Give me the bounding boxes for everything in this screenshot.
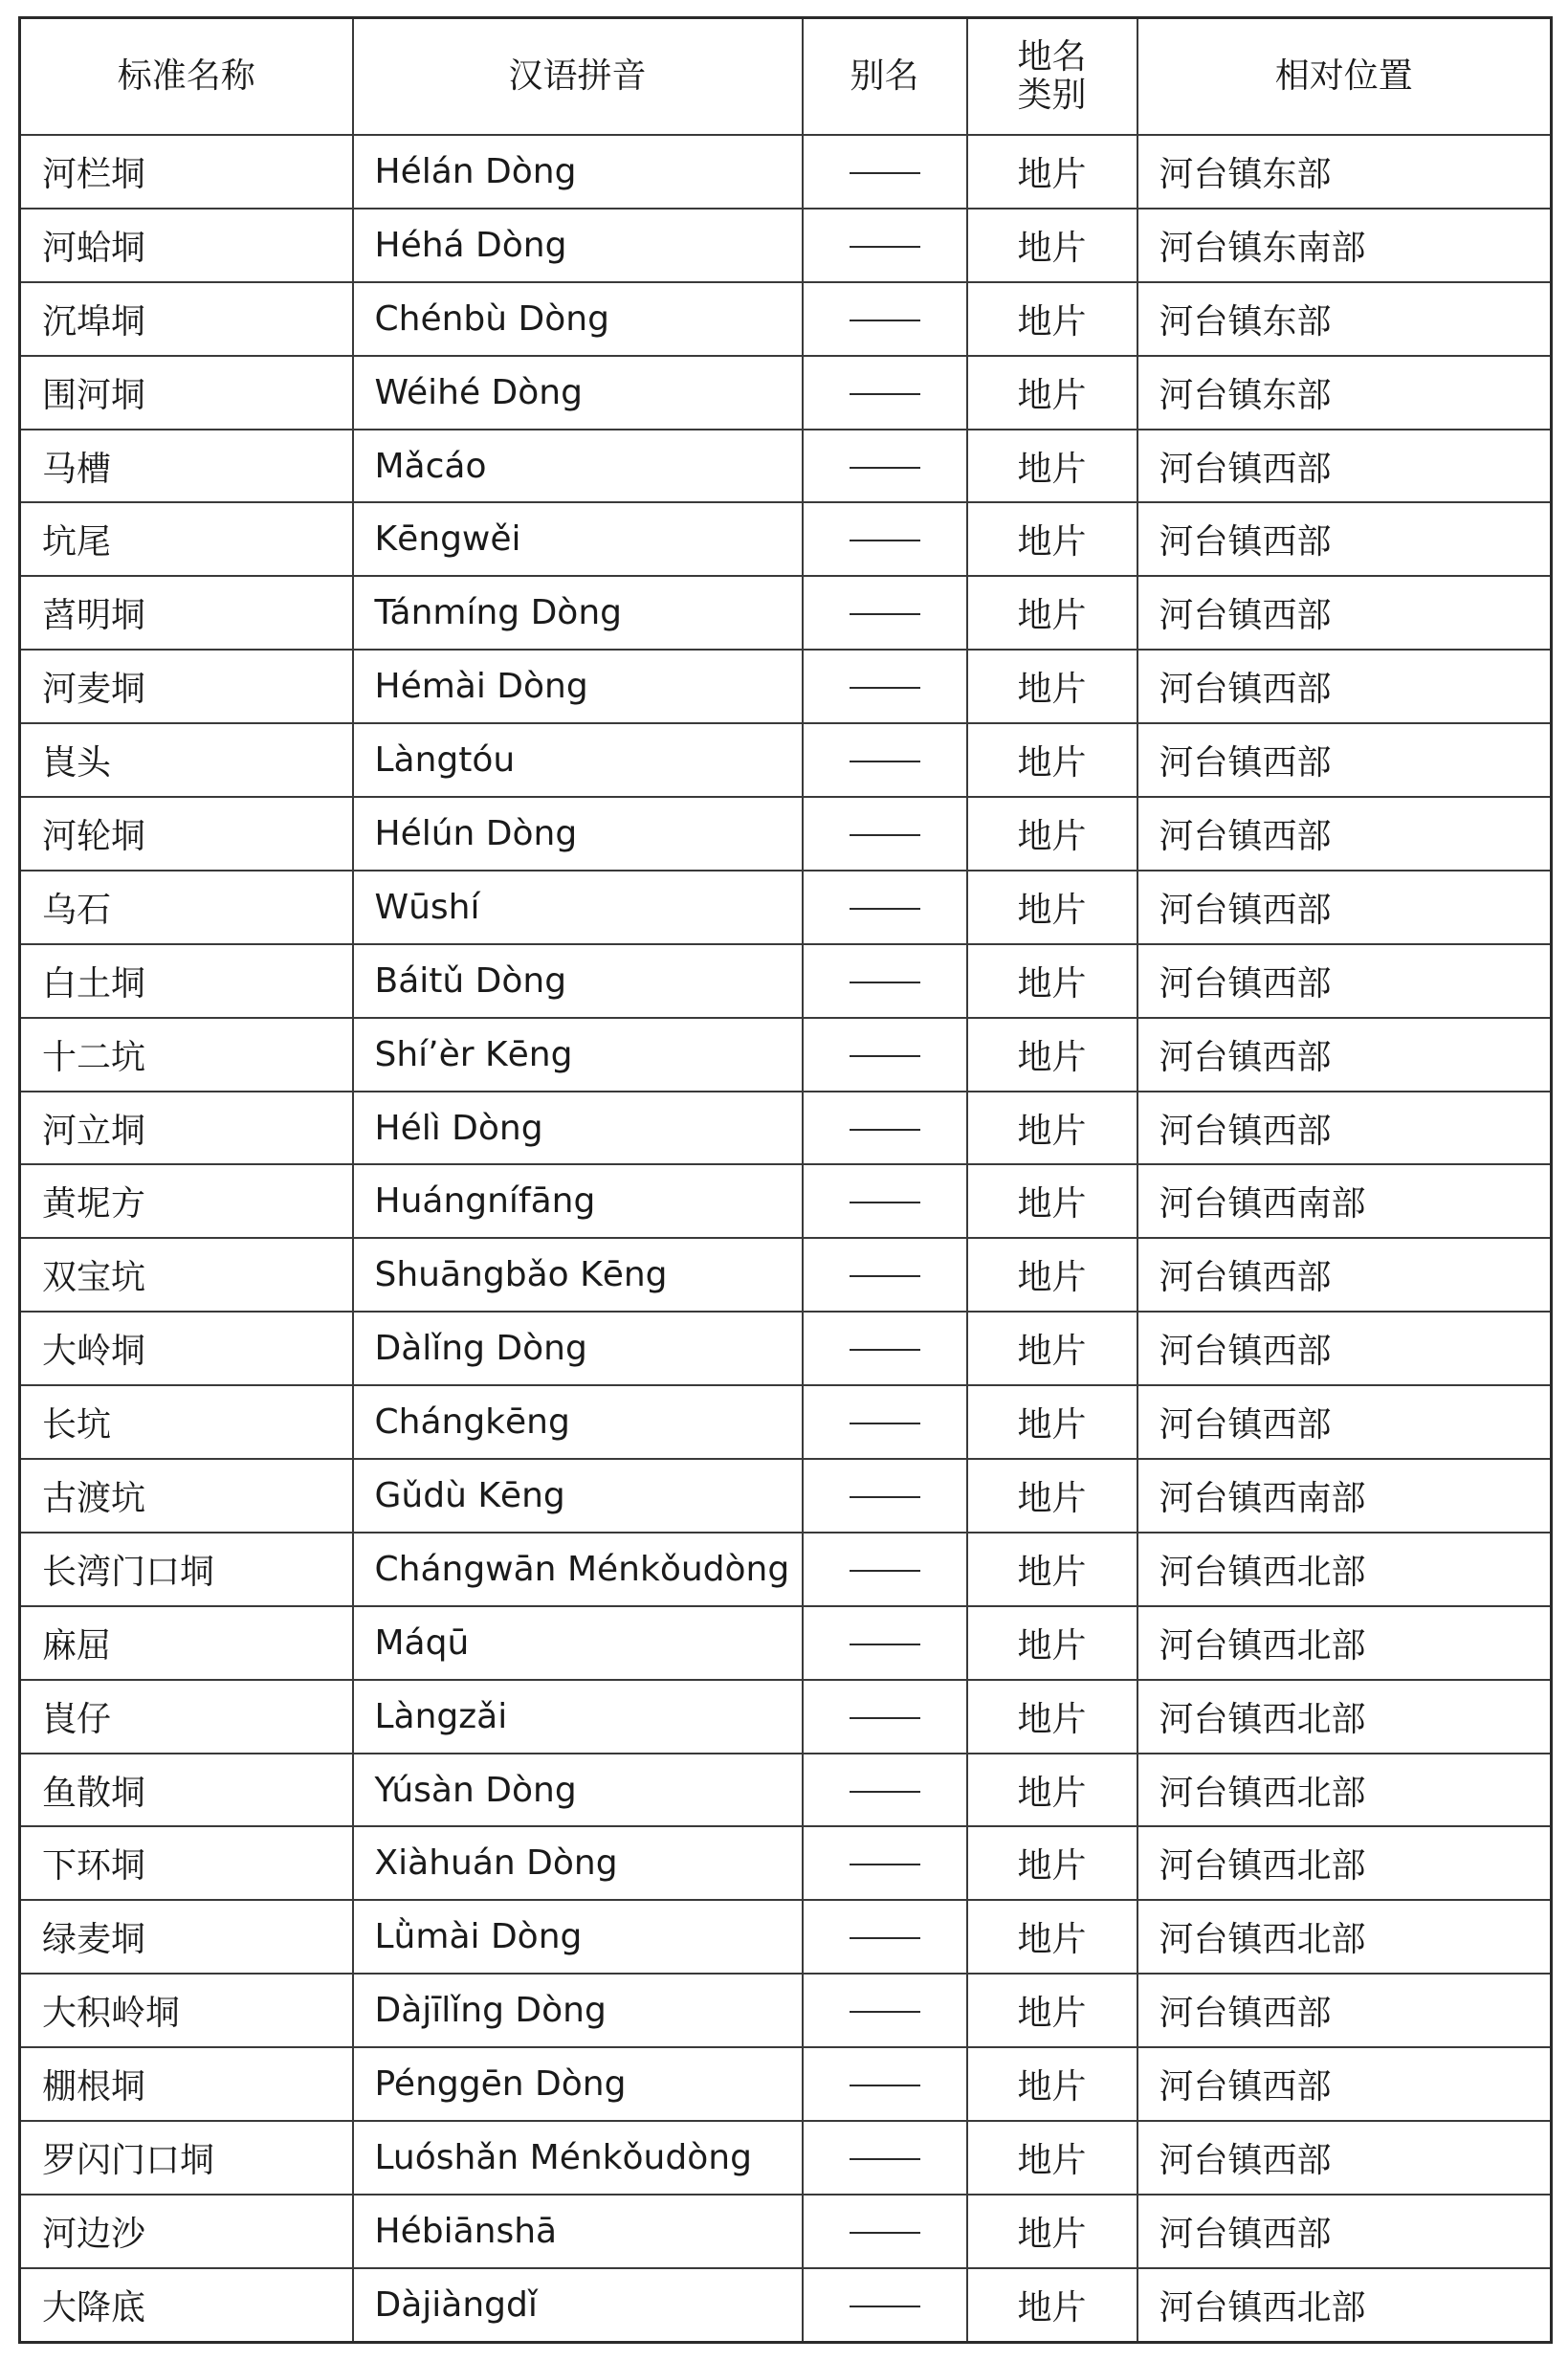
cell-place-type: 地片 [967, 430, 1137, 503]
cell-standard-name: 双宝坑 [20, 1238, 353, 1312]
cell-standard-name: 河轮垌 [20, 797, 353, 871]
alias-dash [850, 1496, 920, 1498]
cell-pinyin: Xiàhuán Dòng [353, 1826, 803, 1900]
alias-dash [850, 1791, 920, 1793]
table-row [20, 650, 1552, 723]
cell-alias [803, 944, 967, 1018]
cell-alias [803, 2121, 967, 2195]
cell-standard-name: 河麦垌 [20, 650, 353, 723]
alias-dash [850, 1423, 920, 1424]
cell-alias [803, 797, 967, 871]
cell-alias [803, 430, 967, 503]
cell-pinyin: Làngzǎi [353, 1680, 803, 1754]
cell-pinyin: Mǎcáo [353, 430, 803, 503]
alias-dash [850, 1644, 920, 1645]
cell-relative-location: 河台镇西部 [1137, 650, 1552, 723]
cell-relative-location: 河台镇东部 [1137, 135, 1552, 209]
cell-alias [803, 2195, 967, 2268]
table-row [20, 871, 1552, 944]
cell-standard-name: 围河垌 [20, 356, 353, 430]
cell-place-type: 地片 [967, 1754, 1137, 1827]
cell-relative-location: 河台镇东部 [1137, 282, 1552, 356]
cell-place-type: 地片 [967, 2195, 1137, 2268]
cell-alias [803, 356, 967, 430]
table-row [20, 502, 1552, 576]
alias-dash [850, 1275, 920, 1277]
cell-pinyin: Gǔdù Kēng [353, 1459, 803, 1533]
cell-standard-name: 河边沙 [20, 2195, 353, 2268]
cell-pinyin: Hélún Dòng [353, 797, 803, 871]
cell-standard-name: 崀仔 [20, 1680, 353, 1754]
cell-alias [803, 1385, 967, 1459]
cell-pinyin: Luóshǎn Ménkǒudòng [353, 2121, 803, 2195]
cell-relative-location: 河台镇西北部 [1137, 2268, 1552, 2343]
cell-relative-location: 河台镇西部 [1137, 430, 1552, 503]
cell-place-type: 地片 [967, 2268, 1137, 2343]
table-row [20, 356, 1552, 430]
cell-pinyin: Wūshí [353, 871, 803, 944]
cell-pinyin: Yúsàn Dòng [353, 1754, 803, 1827]
cell-place-type: 地片 [967, 1018, 1137, 1092]
cell-alias [803, 1018, 967, 1092]
cell-standard-name: 古渡坑 [20, 1459, 353, 1533]
cell-alias [803, 135, 967, 209]
alias-dash [850, 1717, 920, 1719]
table-row [20, 1680, 1552, 1754]
cell-relative-location: 河台镇西部 [1137, 2047, 1552, 2121]
cell-standard-name: 鱼散垌 [20, 1754, 353, 1827]
cell-place-type: 地片 [967, 1680, 1137, 1754]
cell-standard-name: 乌石 [20, 871, 353, 944]
alias-dash [850, 1202, 920, 1203]
cell-standard-name: 蓞明垌 [20, 576, 353, 650]
cell-standard-name: 大积岭垌 [20, 1974, 353, 2047]
table-row [20, 1238, 1552, 1312]
table-row [20, 1092, 1552, 1165]
cell-alias [803, 282, 967, 356]
cell-pinyin: Chénbù Dòng [353, 282, 803, 356]
cell-relative-location: 河台镇西部 [1137, 576, 1552, 650]
cell-place-type: 地片 [967, 356, 1137, 430]
alias-dash [850, 687, 920, 689]
cell-place-type: 地片 [967, 502, 1137, 576]
cell-pinyin: Hélán Dòng [353, 135, 803, 209]
cell-pinyin: Máqū [353, 1606, 803, 1680]
cell-relative-location: 河台镇西部 [1137, 797, 1552, 871]
cell-alias [803, 2268, 967, 2343]
alias-dash [850, 1349, 920, 1351]
alias-dash [850, 320, 920, 321]
cell-pinyin: Hélì Dòng [353, 1092, 803, 1165]
table-row [20, 1385, 1552, 1459]
table-row [20, 1018, 1552, 1092]
cell-pinyin: Huángnífāng [353, 1164, 803, 1238]
table-header-row [20, 18, 1552, 136]
cell-relative-location: 河台镇西南部 [1137, 1164, 1552, 1238]
alias-dash [850, 1055, 920, 1057]
cell-pinyin: Lǜmài Dòng [353, 1900, 803, 1974]
cell-place-type: 地片 [967, 1238, 1137, 1312]
alias-dash [850, 613, 920, 615]
cell-relative-location: 河台镇西北部 [1137, 1826, 1552, 1900]
header-pinyin: 汉语拼音 [353, 18, 803, 136]
cell-alias [803, 1312, 967, 1385]
table-row [20, 1754, 1552, 1827]
cell-pinyin: Hémài Dòng [353, 650, 803, 723]
cell-pinyin: Dàjiàngdǐ [353, 2268, 803, 2343]
table-row [20, 723, 1552, 797]
table-row [20, 2268, 1552, 2343]
cell-place-type: 地片 [967, 723, 1137, 797]
alias-dash [850, 540, 920, 541]
cell-place-type: 地片 [967, 1974, 1137, 2047]
alias-dash [850, 1937, 920, 1939]
cell-relative-location: 河台镇西北部 [1137, 1606, 1552, 1680]
header-place-type-line1: 地名 [1017, 37, 1087, 77]
table-row [20, 2047, 1552, 2121]
cell-relative-location: 河台镇西部 [1137, 502, 1552, 576]
cell-place-type: 地片 [967, 135, 1137, 209]
alias-dash [850, 982, 920, 983]
cell-relative-location: 河台镇西部 [1137, 1312, 1552, 1385]
cell-standard-name: 大岭垌 [20, 1312, 353, 1385]
cell-pinyin: Tánmíng Dòng [353, 576, 803, 650]
cell-place-type: 地片 [967, 797, 1137, 871]
cell-pinyin: Dàjīlǐng Dòng [353, 1974, 803, 2047]
cell-alias [803, 1680, 967, 1754]
table-row [20, 1606, 1552, 1680]
table-row [20, 1312, 1552, 1385]
table-row [20, 430, 1552, 503]
table-row [20, 2121, 1552, 2195]
cell-place-type: 地片 [967, 1385, 1137, 1459]
alias-dash [850, 172, 920, 174]
alias-dash [850, 1570, 920, 1572]
cell-relative-location: 河台镇西部 [1137, 723, 1552, 797]
cell-standard-name: 罗闪门口垌 [20, 2121, 353, 2195]
cell-alias [803, 1900, 967, 1974]
cell-relative-location: 河台镇西部 [1137, 1385, 1552, 1459]
cell-pinyin: Shí’èr Kēng [353, 1018, 803, 1092]
cell-alias [803, 723, 967, 797]
table-row [20, 1459, 1552, 1533]
cell-standard-name: 下环垌 [20, 1826, 353, 1900]
cell-alias [803, 1092, 967, 1165]
cell-relative-location: 河台镇西部 [1137, 1018, 1552, 1092]
cell-relative-location: 河台镇西部 [1137, 2195, 1552, 2268]
cell-alias [803, 1459, 967, 1533]
cell-standard-name: 大降底 [20, 2268, 353, 2343]
cell-standard-name: 坑尾 [20, 502, 353, 576]
alias-dash [850, 2232, 920, 2234]
alias-dash [850, 393, 920, 395]
alias-dash [850, 1864, 920, 1865]
cell-place-type: 地片 [967, 1092, 1137, 1165]
cell-standard-name: 白土垌 [20, 944, 353, 1018]
table-row [20, 282, 1552, 356]
header-place-type-line2: 类别 [1017, 76, 1087, 115]
alias-dash [850, 246, 920, 248]
cell-alias [803, 871, 967, 944]
cell-standard-name: 十二坑 [20, 1018, 353, 1092]
alias-dash [850, 2085, 920, 2086]
cell-place-type: 地片 [967, 1533, 1137, 1606]
table-row [20, 1164, 1552, 1238]
cell-standard-name: 黄坭方 [20, 1164, 353, 1238]
cell-relative-location: 河台镇西部 [1137, 1092, 1552, 1165]
alias-dash [850, 467, 920, 469]
cell-relative-location: 河台镇西北部 [1137, 1754, 1552, 1827]
cell-alias [803, 1533, 967, 1606]
alias-dash [850, 761, 920, 762]
cell-standard-name: 马槽 [20, 430, 353, 503]
cell-pinyin: Chángwān Ménkǒudòng [353, 1533, 803, 1606]
cell-relative-location: 河台镇东部 [1137, 356, 1552, 430]
header-standard-name: 标准名称 [20, 18, 353, 136]
cell-place-type: 地片 [967, 2121, 1137, 2195]
cell-relative-location: 河台镇西部 [1137, 1974, 1552, 2047]
table-row [20, 1826, 1552, 1900]
table-row [20, 1533, 1552, 1606]
cell-pinyin: Chángkēng [353, 1385, 803, 1459]
cell-pinyin: Pénggēn Dòng [353, 2047, 803, 2121]
alias-dash [850, 834, 920, 836]
cell-alias [803, 1606, 967, 1680]
cell-pinyin: Kēngwěi [353, 502, 803, 576]
cell-standard-name: 棚根垌 [20, 2047, 353, 2121]
alias-dash [850, 1129, 920, 1131]
cell-alias [803, 209, 967, 282]
place-names-table [18, 16, 1553, 2344]
header-alias: 别名 [803, 18, 967, 136]
cell-pinyin: Héhá Dòng [353, 209, 803, 282]
cell-standard-name: 河立垌 [20, 1092, 353, 1165]
cell-alias [803, 1974, 967, 2047]
cell-standard-name: 崀头 [20, 723, 353, 797]
cell-alias [803, 1754, 967, 1827]
cell-pinyin: Wéihé Dòng [353, 356, 803, 430]
cell-relative-location: 河台镇西部 [1137, 2121, 1552, 2195]
cell-place-type: 地片 [967, 1164, 1137, 1238]
place-names-table-container [18, 16, 1550, 2344]
table-row [20, 1974, 1552, 2047]
cell-relative-location: 河台镇西北部 [1137, 1533, 1552, 1606]
cell-place-type: 地片 [967, 282, 1137, 356]
cell-alias [803, 1164, 967, 1238]
cell-standard-name: 长坑 [20, 1385, 353, 1459]
cell-standard-name: 沉埠垌 [20, 282, 353, 356]
table-row [20, 209, 1552, 282]
table-row [20, 576, 1552, 650]
cell-alias [803, 650, 967, 723]
cell-relative-location: 河台镇西北部 [1137, 1900, 1552, 1974]
cell-alias [803, 502, 967, 576]
cell-place-type: 地片 [967, 576, 1137, 650]
cell-place-type: 地片 [967, 1459, 1137, 1533]
cell-pinyin: Báitǔ Dòng [353, 944, 803, 1018]
cell-relative-location: 河台镇西部 [1137, 871, 1552, 944]
table-body [20, 135, 1552, 2343]
cell-place-type: 地片 [967, 1900, 1137, 1974]
cell-place-type: 地片 [967, 650, 1137, 723]
cell-pinyin: Shuāngbǎo Kēng [353, 1238, 803, 1312]
cell-relative-location: 河台镇西南部 [1137, 1459, 1552, 1533]
cell-relative-location: 河台镇东南部 [1137, 209, 1552, 282]
cell-place-type: 地片 [967, 944, 1137, 1018]
cell-place-type: 地片 [967, 209, 1137, 282]
table-row [20, 2195, 1552, 2268]
cell-alias [803, 1238, 967, 1312]
cell-relative-location: 河台镇西部 [1137, 944, 1552, 1018]
cell-relative-location: 河台镇西部 [1137, 1238, 1552, 1312]
cell-place-type: 地片 [967, 1606, 1137, 1680]
table-row [20, 1900, 1552, 1974]
cell-standard-name: 绿麦垌 [20, 1900, 353, 1974]
cell-standard-name: 麻屈 [20, 1606, 353, 1680]
cell-place-type: 地片 [967, 2047, 1137, 2121]
header-relative-location: 相对位置 [1137, 18, 1552, 136]
cell-standard-name: 河栏垌 [20, 135, 353, 209]
cell-alias [803, 2047, 967, 2121]
alias-dash [850, 908, 920, 910]
cell-place-type: 地片 [967, 1312, 1137, 1385]
header-place-type [967, 18, 1137, 136]
table-row [20, 135, 1552, 209]
table-row [20, 797, 1552, 871]
cell-pinyin: Làngtóu [353, 723, 803, 797]
cell-alias [803, 576, 967, 650]
cell-relative-location: 河台镇西北部 [1137, 1680, 1552, 1754]
cell-pinyin: Hébiānshā [353, 2195, 803, 2268]
alias-dash [850, 2011, 920, 2013]
cell-alias [803, 1826, 967, 1900]
cell-standard-name: 河蛤垌 [20, 209, 353, 282]
alias-dash [850, 2158, 920, 2160]
cell-standard-name: 长湾门口垌 [20, 1533, 353, 1606]
cell-place-type: 地片 [967, 871, 1137, 944]
alias-dash [850, 2306, 920, 2307]
table-row [20, 944, 1552, 1018]
cell-pinyin: Dàlǐng Dòng [353, 1312, 803, 1385]
cell-place-type: 地片 [967, 1826, 1137, 1900]
